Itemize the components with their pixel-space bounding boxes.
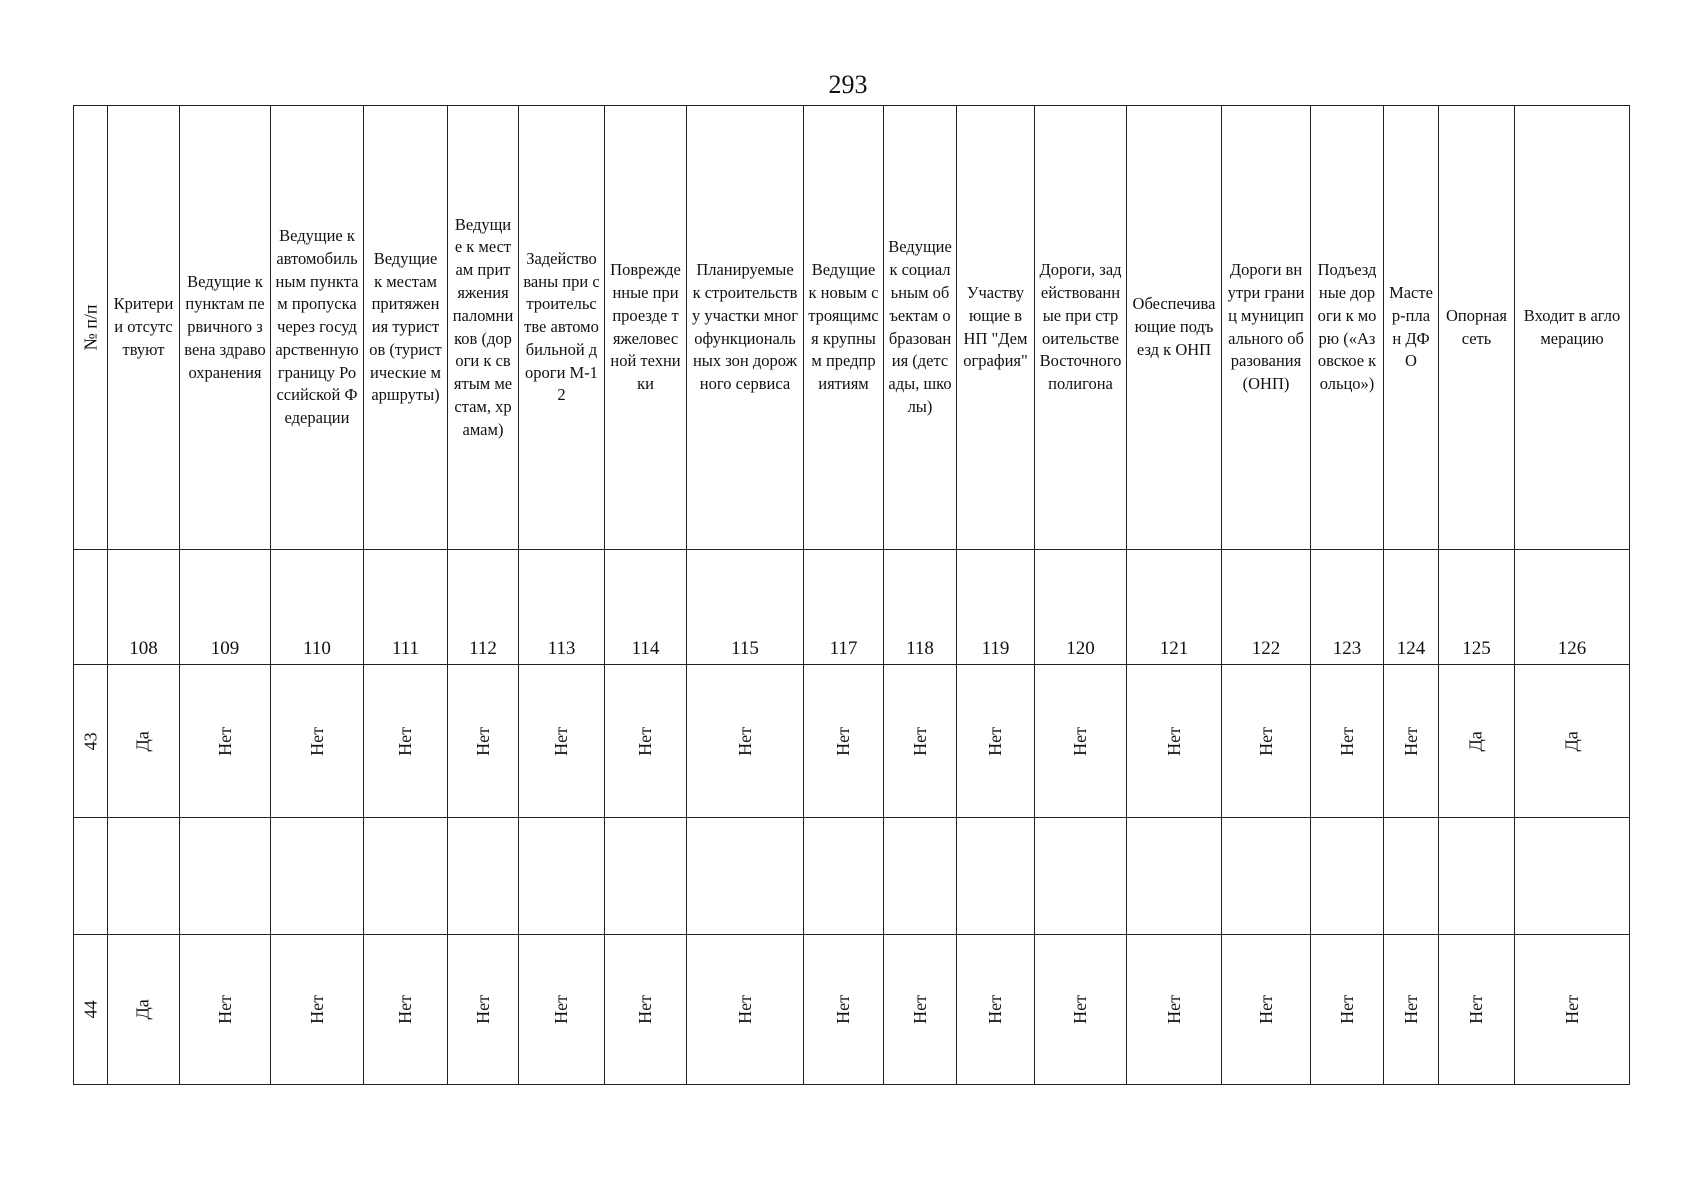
cell-value: 43 — [80, 731, 101, 750]
cell-value: Нет — [833, 726, 854, 756]
cell-value: Нет — [909, 995, 930, 1024]
header-label: Задействованы при строительстве автомобильной дороги М-12 — [523, 248, 600, 405]
column-number — [74, 550, 108, 665]
empty-cell — [180, 818, 271, 935]
cell-value: Нет — [551, 995, 572, 1024]
header-label: Ведущие к социальным объектам образования (детсады, школы) — [888, 237, 952, 416]
column-number: 115 — [687, 550, 804, 665]
header-cell — [180, 106, 271, 550]
empty-row — [74, 818, 1630, 935]
cell-value: Нет — [306, 995, 327, 1024]
table-cell — [364, 665, 448, 818]
table-cell — [687, 935, 804, 1085]
column-number: 126 — [1515, 550, 1630, 665]
column-number: 123 — [1311, 550, 1384, 665]
cell-value: Нет — [395, 726, 416, 756]
cell-value: Нет — [1400, 995, 1421, 1024]
table-cell — [180, 665, 271, 818]
table-cell — [448, 935, 519, 1085]
table-cell — [1127, 665, 1222, 818]
cell-value: Нет — [1070, 726, 1091, 756]
empty-cell — [605, 818, 687, 935]
header-cell — [1127, 106, 1222, 550]
cell-value: Да — [133, 730, 154, 752]
table-cell — [1127, 935, 1222, 1085]
cell-value: Нет — [472, 995, 493, 1024]
cell-value: Нет — [1255, 726, 1276, 756]
column-number: 111 — [364, 550, 448, 665]
cell-value: Нет — [1561, 995, 1582, 1024]
header-cell — [1439, 106, 1515, 550]
empty-cell — [957, 818, 1035, 935]
cell-value: Нет — [734, 726, 755, 756]
table-row — [74, 665, 1630, 818]
empty-cell — [804, 818, 884, 935]
cell-value: Нет — [1400, 726, 1421, 756]
header-cell — [957, 106, 1035, 550]
header-cell — [1311, 106, 1384, 550]
table-cell — [1515, 665, 1630, 818]
header-label: Ведущие к местам притяжения туристов (туристические маршруты) — [369, 248, 442, 405]
header-cell — [519, 106, 605, 550]
header-label: Мастер-план ДФО — [1389, 282, 1433, 371]
table-cell — [1384, 935, 1439, 1085]
header-cell-index — [74, 106, 108, 550]
empty-cell — [364, 818, 448, 935]
empty-cell — [1222, 818, 1311, 935]
header-label: Критерии отсутствуют — [113, 294, 174, 359]
table-cell — [1439, 935, 1515, 1085]
cell-value: Нет — [833, 995, 854, 1024]
header-cell — [804, 106, 884, 550]
cell-value: Нет — [1070, 995, 1091, 1024]
header-cell — [448, 106, 519, 550]
cell-value: Нет — [214, 726, 235, 756]
header-cell — [687, 106, 804, 550]
empty-cell — [1384, 818, 1439, 935]
table-cell — [448, 665, 519, 818]
column-number: 110 — [271, 550, 364, 665]
column-number-row — [74, 550, 1630, 665]
header-label: Планируемые к строительству участки многофункциональных зон дорожного сервиса — [691, 260, 799, 394]
empty-cell — [1127, 818, 1222, 935]
table-cell — [1222, 665, 1311, 818]
header-cell — [364, 106, 448, 550]
table-cell — [1311, 665, 1384, 818]
cell-value: Да — [1466, 730, 1487, 752]
cell-value: Нет — [1336, 726, 1357, 756]
table-cell — [884, 665, 957, 818]
column-number: 108 — [108, 550, 180, 665]
cell-value: Нет — [985, 995, 1006, 1024]
table-cell — [1035, 665, 1127, 818]
header-cell — [271, 106, 364, 550]
table-cell — [1515, 935, 1630, 1085]
table-cell-index — [74, 665, 108, 818]
empty-cell — [884, 818, 957, 935]
empty-cell — [1515, 818, 1630, 935]
cell-value: Нет — [395, 995, 416, 1024]
header-row — [74, 106, 1630, 550]
page-number: 293 — [828, 70, 868, 99]
cell-value: Нет — [1466, 995, 1487, 1024]
table-cell — [1384, 665, 1439, 818]
empty-cell — [1439, 818, 1515, 935]
header-label: Входит в агломерацию — [1523, 305, 1621, 348]
header-label: Опорная сеть — [1446, 305, 1507, 348]
empty-cell — [108, 818, 180, 935]
table-cell — [108, 665, 180, 818]
table-cell — [957, 665, 1035, 818]
empty-cell — [74, 818, 108, 935]
header-label: Дороги, задействованные при строительстве Восточного полигона — [1039, 260, 1122, 394]
cell-value: Нет — [1163, 995, 1184, 1024]
column-number: 124 — [1384, 550, 1439, 665]
empty-cell — [448, 818, 519, 935]
header-label: Дороги внутри границ муниципального образования (ОНП) — [1227, 260, 1305, 394]
header-label: Ведущие к новым строящимся крупным предприятиям — [808, 260, 879, 394]
cell-value: Нет — [551, 726, 572, 756]
header-cell — [884, 106, 957, 550]
cell-value: Нет — [909, 726, 930, 756]
table-cell — [364, 935, 448, 1085]
cell-value: Нет — [635, 726, 656, 756]
column-number: 119 — [957, 550, 1035, 665]
table-cell — [1035, 935, 1127, 1085]
column-number: 120 — [1035, 550, 1127, 665]
table-cell — [1222, 935, 1311, 1085]
table-cell — [1439, 665, 1515, 818]
table-cell — [605, 665, 687, 818]
empty-cell — [1035, 818, 1127, 935]
table-cell — [180, 935, 271, 1085]
column-number: 121 — [1127, 550, 1222, 665]
cell-value: Нет — [734, 995, 755, 1024]
table-cell — [271, 665, 364, 818]
header-cell — [1384, 106, 1439, 550]
header-cell — [1035, 106, 1127, 550]
empty-cell — [519, 818, 605, 935]
empty-cell — [687, 818, 804, 935]
table-cell — [804, 935, 884, 1085]
column-number: 114 — [605, 550, 687, 665]
column-number: 112 — [448, 550, 519, 665]
column-number: 117 — [804, 550, 884, 665]
table-cell-index — [74, 935, 108, 1085]
cell-value: Нет — [635, 995, 656, 1024]
header-label: Обеспечивающие подъезд к ОНП — [1132, 294, 1216, 359]
header-label: Поврежденные при проезде тяжеловесной техники — [610, 260, 681, 394]
criteria-table — [73, 105, 1630, 1085]
header-cell — [605, 106, 687, 550]
table-cell — [271, 935, 364, 1085]
column-number: 113 — [519, 550, 605, 665]
cell-value: Нет — [472, 726, 493, 756]
table-cell — [687, 665, 804, 818]
cell-value: Нет — [985, 726, 1006, 756]
table-cell — [519, 665, 605, 818]
cell-value: Нет — [306, 726, 327, 756]
cell-value: Да — [133, 999, 154, 1020]
cell-value: Нет — [1336, 995, 1357, 1024]
header-label: Ведущие к пунктам первичного звена здравоохранения — [184, 271, 266, 382]
cell-value: Нет — [1255, 995, 1276, 1024]
table-row — [74, 935, 1630, 1085]
column-number: 109 — [180, 550, 271, 665]
table-cell — [957, 935, 1035, 1085]
header-label: Ведущие к автомобильным пунктам пропуска через государственную границу Российской Федерации — [275, 226, 359, 428]
cell-value: Да — [1561, 730, 1582, 752]
header-label: Подъездные дороги к морю («Азовское кольцо») — [1317, 260, 1377, 394]
header-cell — [108, 106, 180, 550]
column-number: 118 — [884, 550, 957, 665]
header-label: Участвующие в НП "Демография" — [963, 282, 1028, 371]
header-cell — [1222, 106, 1311, 550]
column-number: 125 — [1439, 550, 1515, 665]
table-cell — [804, 665, 884, 818]
column-number: 122 — [1222, 550, 1311, 665]
header-label: № п/п — [80, 304, 101, 351]
table-cell — [1311, 935, 1384, 1085]
cell-value: Нет — [1163, 726, 1184, 756]
cell-value: Нет — [214, 995, 235, 1024]
table-cell — [884, 935, 957, 1085]
table-cell — [605, 935, 687, 1085]
header-label: Ведущие к местам притяжения паломников (дороги к святым местам, храмам) — [452, 214, 514, 439]
empty-cell — [271, 818, 364, 935]
empty-cell — [1311, 818, 1384, 935]
header-cell — [1515, 106, 1630, 550]
table-cell — [108, 935, 180, 1085]
cell-value: 44 — [80, 1000, 101, 1019]
table-cell — [519, 935, 605, 1085]
